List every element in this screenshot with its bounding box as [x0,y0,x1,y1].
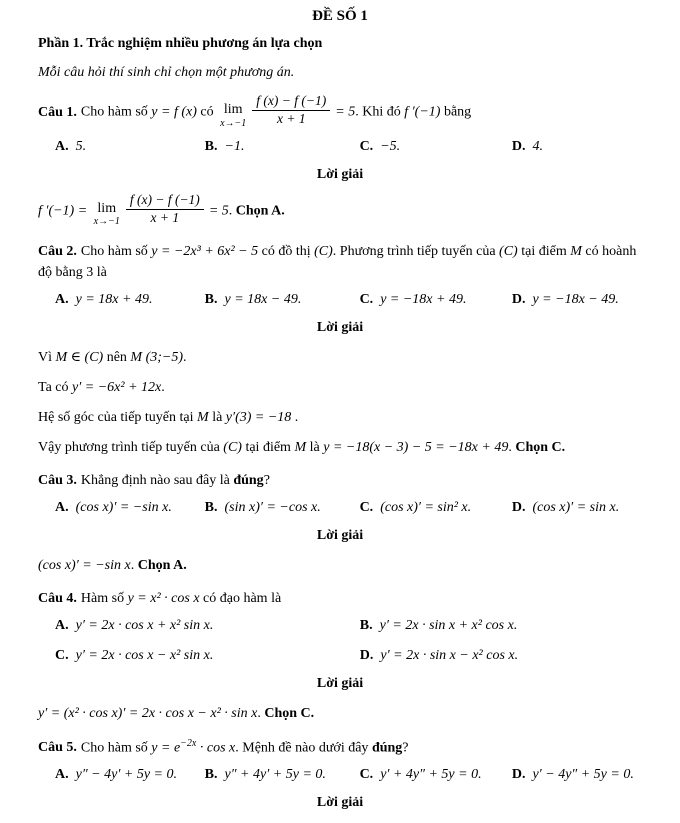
math-text: y′(3) = −18 [225,409,292,425]
math-text: y = e [151,740,181,756]
plain-text: Hệ số góc của tiếp tuyến tại [38,409,198,425]
superscript-text: −2x [180,737,197,749]
question-label: Câu 4. [38,590,77,606]
plain-text: . [183,349,187,365]
plain-text: bằng [440,104,472,120]
options-row [38,615,642,666]
plain-text: ? [402,740,409,756]
option-letter: B. [204,138,218,154]
math-text: −1. [224,138,245,154]
option [205,289,360,310]
math-text: y = x² · cos x [127,590,200,606]
plain-text: Hàm số [80,590,128,606]
plain-text: . [257,705,265,721]
math-text: y = 18x − 49. [224,291,302,307]
option [360,764,512,785]
solution-heading: Lời giải [316,166,364,182]
solution-heading: Lời giải [316,675,364,691]
solution-heading: Lời giải [316,527,364,543]
option [55,136,205,157]
math-text: y = −18x − 49. [532,291,619,307]
question-stem [38,736,642,759]
option-letter: B. [204,291,218,307]
option [55,497,205,518]
math-text: M [294,439,307,455]
math-text: y = 18x + 49. [75,291,153,307]
solution-line [38,407,642,428]
solution-line [38,437,642,458]
question-stem [38,470,642,491]
limit-op-label: lim [97,200,117,216]
solution-heading: Lời giải [316,319,364,335]
options-row [38,497,642,518]
section-heading: Phần 1. Trắc nghiệm nhiều phương án lựa chọn [38,36,323,51]
option-letter: C. [359,138,374,154]
math-text: f ′(−1) [404,104,441,120]
plain-text: . Phương trình tiếp tuyến của [332,243,500,259]
option [205,136,360,157]
option [512,136,642,157]
math-text: y″ − 4y′ + 5y = 0. [75,767,178,783]
plain-text: . [291,409,299,425]
plain-text: có đồ thị [258,243,315,259]
math-text: f ′(−1) = [38,203,91,219]
option [360,615,642,636]
math-text: M (3;−5) [130,349,184,365]
plain-text: . Khi đó [355,104,405,120]
solution-heading: Lời giải [316,795,364,811]
math-text: · cos x [196,740,236,756]
math-text: y′ = −6x² + 12x [72,379,162,395]
math-text: y = −18x + 49. [380,291,467,307]
option-letter: D. [511,138,526,154]
options-row [38,136,642,157]
question-label: Câu 5. [38,740,77,756]
plain-text: có [196,104,218,120]
option [205,497,360,518]
option [55,764,205,785]
option-letter: D. [511,499,526,515]
option [360,289,512,310]
solution-line [38,347,642,368]
math-text: 5. [75,138,87,154]
math-text: y′ − 4y″ + 5y = 0. [532,767,634,783]
limit-operator [94,201,120,227]
option [55,289,205,310]
solution-line [38,703,642,724]
option-letter: C. [359,291,374,307]
math-text: M [197,409,209,425]
plain-text: . [161,379,165,395]
plain-text: . [130,557,138,573]
math-text: y′ = 2x · sin x + x² cos x. [379,617,518,633]
solution-line [38,377,642,398]
question-label: Câu 2. [38,243,77,259]
option-letter: D. [359,647,374,663]
plain-text: Ta có [38,379,73,395]
fraction-denominator: x + 1 [126,209,204,227]
bold-text: Chọn A. [137,557,187,573]
math-text: = 5 [335,104,356,120]
plain-text: . Mệnh đề nào dưới đây [235,740,372,756]
plain-text: Cho hàm số [80,740,152,756]
plain-text: có đạo hàm là [199,590,282,606]
math-text: (cos x)′ = sin² x. [380,499,472,515]
option-letter: A. [55,499,69,515]
bold-text: đúng [371,740,403,756]
plain-text: Cho hàm số [80,104,152,120]
fraction-denominator: x + 1 [252,110,330,128]
question-label: Câu 3. [38,472,77,488]
plain-text: Khẳng định nào sau đây là [80,472,234,488]
limit-op-label: lim [223,102,243,118]
question-stem [38,95,642,130]
plain-text: tại điểm [517,243,571,259]
option-letter: C. [55,647,69,663]
bold-text: Chọn C. [515,439,566,455]
math-text: (cos x)′ = −sin x [38,557,131,573]
option-letter: D. [511,291,526,307]
plain-text: Cho hàm số [80,243,152,259]
plain-text: . [508,439,516,455]
option-letter: D. [511,767,526,783]
option [205,764,360,785]
solution-line [38,555,642,576]
option [55,645,360,666]
plain-text: . [228,203,236,219]
options-row [38,764,642,785]
bold-text: đúng [233,472,264,488]
math-text: M ∈ (C) [55,349,104,365]
plain-text: Vì [38,349,56,365]
option [512,497,642,518]
question-label: Câu 1. [38,104,77,120]
option-letter: C. [359,767,374,783]
fraction-numerator: f (x) − f (−1) [129,191,200,207]
math-text: y′ = 2x · cos x − x² sin x. [75,647,214,663]
question-stem [38,588,642,609]
option [55,615,360,636]
option-letter: A. [55,617,69,633]
math-text: 4. [532,138,543,154]
math-text: (cos x)′ = sin x. [532,499,620,515]
option-letter: A. [55,291,69,307]
option-letter: B. [204,767,218,783]
document-body [38,95,642,813]
plain-text: là [306,439,324,455]
instruction-note: Mỗi câu hỏi thí sinh chỉ chọn một phương án. [38,65,295,80]
options-row [38,289,642,310]
limit-subscript: x→−1 [93,216,120,228]
option-letter: B. [359,617,373,633]
plain-text: nên [103,349,131,365]
math-text: y = −18(x − 3) − 5 = −18x + 49 [323,439,509,455]
bold-text: Chọn C. [264,705,315,721]
option-letter: A. [55,138,69,154]
math-text: (sin x)′ = −cos x. [224,499,321,515]
math-text: (C) [223,439,242,455]
plain-text: tại điểm [241,439,295,455]
option-letter: A. [55,767,69,783]
plain-text: ? [263,472,270,488]
fraction [126,192,204,227]
option [360,136,512,157]
plain-text: có hoành độ bằng 3 là [38,243,637,280]
limit-operator [220,102,246,128]
option [360,645,642,666]
limit-subscript: x→−1 [220,117,247,129]
math-text: y = −2x³ + 6x² − 5 [151,243,259,259]
plain-text: Vậy phương trình tiếp tuyến của [38,439,224,455]
bold-text: Chọn A. [235,203,285,219]
math-text: y′ + 4y″ + 5y = 0. [380,767,482,783]
fraction [252,93,330,128]
option [360,497,512,518]
math-text: y′ = 2x · cos x + x² sin x. [75,617,214,633]
option-letter: B. [204,499,218,515]
math-text: = 5 [208,203,229,219]
option [512,289,642,310]
solution-line [38,191,642,229]
math-text: (cos x)′ = −sin x. [75,499,172,515]
exam-title: ĐỀ SỐ 1 [312,8,368,24]
option-letter: C. [359,499,374,515]
math-text: −5. [380,138,401,154]
math-text: y′ = (x² · cos x)′ = 2x · cos x − x² · sin x [38,705,258,721]
math-text: y″ + 4y′ + 5y = 0. [224,767,326,783]
math-text: y = f (x) [151,104,197,120]
math-text: (C) [314,243,333,259]
math-text: (C) [499,243,518,259]
fraction-numerator: f (x) − f (−1) [256,93,327,108]
plain-text: là [208,409,226,425]
math-text: M [570,243,582,259]
question-stem [38,241,642,283]
option [512,764,642,785]
math-text: y′ = 2x · sin x − x² cos x. [380,647,519,663]
